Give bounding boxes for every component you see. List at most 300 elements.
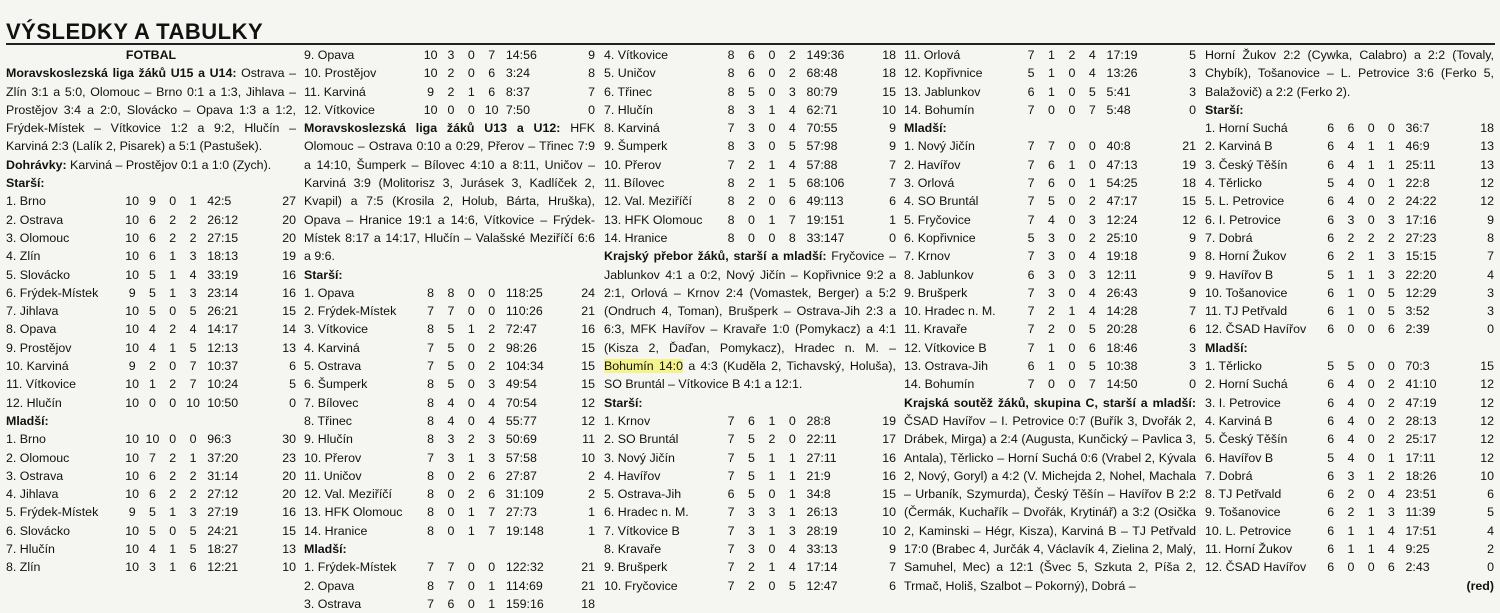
- matches-played: 9: [128, 505, 136, 520]
- wins: 2: [1347, 249, 1355, 264]
- points: 19: [882, 413, 896, 428]
- score: 17:16: [1405, 212, 1437, 227]
- points: 5: [289, 377, 296, 392]
- score: 26:21: [207, 304, 239, 319]
- losses: 4: [189, 267, 197, 282]
- wins: 5: [748, 487, 755, 502]
- team-name: 10. Karviná: [6, 359, 69, 374]
- losses: 4: [788, 560, 796, 575]
- matches-played: 6: [1327, 560, 1335, 575]
- losses: 2: [1387, 468, 1395, 483]
- team-name: 2. Opava: [304, 578, 355, 593]
- matches-played: 8: [727, 48, 735, 62]
- team-name: 12. Vítkovice B: [904, 340, 987, 355]
- standings-row: [304, 394, 595, 412]
- standings-row: [604, 64, 896, 82]
- draws: 0: [1367, 487, 1375, 502]
- draws: 1: [467, 322, 475, 337]
- team-name: 5. Fryčovice: [904, 212, 971, 227]
- score: 98:26: [505, 340, 537, 355]
- draws: 1: [1068, 157, 1076, 172]
- team-name: 1. Opava: [304, 285, 355, 300]
- draws: 0: [1068, 249, 1076, 264]
- matches-played: 7: [1027, 102, 1035, 117]
- standings-row: [1205, 137, 1494, 155]
- points: 12: [581, 395, 595, 410]
- wins: 6: [148, 249, 156, 264]
- points: 5: [1189, 48, 1196, 62]
- points: 18: [882, 48, 896, 62]
- standings-row: [1205, 558, 1494, 576]
- highlighted-result: Bohumín 14:0: [604, 359, 684, 374]
- points: 9: [1189, 285, 1196, 300]
- losses: 5: [788, 176, 796, 191]
- standings-row: [1205, 174, 1494, 192]
- draws: 1: [169, 340, 177, 355]
- losses: 2: [488, 340, 496, 355]
- wins: 5: [447, 340, 455, 355]
- wins: 5: [748, 450, 755, 465]
- standings-row: [904, 46, 1196, 64]
- matches-played: 6: [1327, 249, 1335, 264]
- matches-played: 6: [1327, 304, 1335, 319]
- losses: 0: [1088, 139, 1096, 154]
- score: 27:12: [207, 487, 239, 502]
- wins: 4: [1347, 395, 1355, 410]
- draws: 0: [1367, 121, 1375, 136]
- team-name: 4. Těrlicko: [1205, 176, 1262, 191]
- wins: 3: [1048, 267, 1055, 282]
- team-name: 7. Dobrá: [1205, 230, 1253, 245]
- losses: 6: [488, 66, 496, 81]
- points: 0: [1189, 377, 1196, 392]
- losses: 2: [488, 322, 496, 337]
- losses: 6: [1387, 560, 1395, 575]
- wins: 2: [1347, 230, 1355, 245]
- score: 26:43: [1106, 285, 1138, 300]
- wins: 6: [748, 66, 755, 81]
- draws: 0: [169, 194, 177, 209]
- team-name: 2. SO Bruntál: [604, 432, 679, 447]
- wins: 3: [1048, 230, 1055, 245]
- wins: 5: [447, 377, 455, 392]
- team-name: 13. Jablunkov: [904, 84, 981, 99]
- wins: 1: [148, 377, 156, 392]
- draws: 0: [1367, 285, 1375, 300]
- team-name: 6. I. Petrovice: [1205, 212, 1281, 227]
- matches-played: 8: [727, 139, 735, 154]
- score: 42:5: [207, 194, 232, 209]
- points: 15: [282, 304, 296, 319]
- points: 6: [1189, 322, 1196, 337]
- losses: 2: [1387, 230, 1395, 245]
- team-name: 9. Hlučín: [304, 432, 353, 447]
- losses: 4: [1088, 285, 1096, 300]
- draws: 0: [1367, 194, 1375, 209]
- standings-row: [304, 595, 595, 613]
- points: 1: [588, 523, 595, 538]
- score: 3:24: [505, 66, 530, 81]
- standings-row: [6, 449, 296, 467]
- points: 9: [588, 48, 595, 62]
- losses: 6: [189, 560, 197, 575]
- ks-title: Krajská soutěž žáků, skupina C, starší a mladší:: [904, 395, 1196, 410]
- standings-row: [6, 320, 296, 338]
- team-name: 1. Brno: [6, 194, 46, 209]
- section-label: Mladší:: [1205, 340, 1248, 355]
- team-name: 5. Český Těšín: [1205, 432, 1288, 447]
- team-name: 3. Nový Jičín: [604, 450, 675, 465]
- points: 9: [1189, 249, 1196, 264]
- points: 20: [282, 212, 296, 227]
- matches-played: 6: [1327, 468, 1335, 483]
- draws: 0: [1367, 359, 1375, 374]
- wins: 5: [447, 322, 455, 337]
- draws: 2: [169, 322, 177, 337]
- dohravky-results: [6, 156, 296, 174]
- standings-row: [1205, 284, 1494, 302]
- standings-row: [604, 46, 896, 64]
- wins: 4: [148, 322, 156, 337]
- losses: 10: [484, 102, 499, 117]
- matches-played: 6: [1327, 230, 1335, 245]
- draws: 2: [768, 432, 776, 447]
- wins: 1: [1048, 66, 1055, 81]
- draws: 0: [1068, 285, 1076, 300]
- points: 15: [1480, 359, 1494, 374]
- wins: 4: [1347, 377, 1355, 392]
- points: 11: [582, 432, 595, 447]
- draws: 0: [1068, 139, 1076, 154]
- draws: 1: [467, 523, 475, 538]
- standings-row: [304, 46, 595, 64]
- matches-played: 8: [727, 212, 735, 227]
- wins: 4: [1347, 450, 1355, 465]
- matches-played: 10: [125, 395, 140, 410]
- points: 12: [1182, 212, 1196, 227]
- wins: 0: [1347, 322, 1355, 337]
- draws: 2: [169, 487, 177, 502]
- matches-played: 8: [727, 230, 735, 245]
- team-name: 6. Kopřivnice: [904, 230, 976, 245]
- score: 10:50: [207, 395, 239, 410]
- draws: 0: [1068, 377, 1076, 392]
- losses: 0: [1387, 121, 1395, 136]
- score: 2:43: [1405, 560, 1430, 575]
- wins: 6: [748, 48, 755, 62]
- losses: 2: [189, 230, 197, 245]
- wins: 3: [447, 450, 455, 465]
- score: 55:77: [505, 413, 537, 428]
- standings-row: [1205, 211, 1494, 229]
- draws: 0: [169, 359, 177, 374]
- score: 24:21: [207, 523, 239, 538]
- score: 149:36: [806, 48, 845, 62]
- losses: 7: [488, 505, 496, 520]
- team-name: 1. Těrlicko: [1205, 359, 1262, 374]
- standings-row: [1205, 229, 1494, 247]
- standings-row: [904, 101, 1196, 119]
- points: 7: [1189, 304, 1196, 319]
- team-name: 8. Horní Žukov: [1205, 249, 1287, 264]
- team-name: 4. Jihlava: [6, 487, 59, 502]
- standings-row: [904, 229, 1196, 247]
- matches-played: 6: [1327, 194, 1335, 209]
- draws: 2: [169, 212, 177, 227]
- standings-row: [1205, 119, 1494, 137]
- score: 80:79: [806, 84, 838, 99]
- wins: 7: [447, 578, 455, 593]
- score: 27:11: [806, 450, 837, 465]
- standings-row: [304, 101, 595, 119]
- wins: 6: [148, 487, 156, 502]
- team-name: 11. Kravaře: [904, 322, 968, 337]
- losses: 7: [488, 48, 496, 62]
- score: 96:3: [207, 432, 232, 447]
- wins: 7: [1048, 139, 1055, 154]
- draws: 0: [467, 560, 475, 575]
- points: 0: [1487, 560, 1494, 575]
- points: 12: [1480, 413, 1494, 428]
- matches-played: 6: [1327, 487, 1335, 502]
- team-name: 12. Hlučín: [6, 395, 62, 410]
- section-label: Mladší:: [304, 542, 347, 557]
- losses: 2: [788, 66, 796, 81]
- points: 6: [1487, 487, 1494, 502]
- team-name: 1. Brno: [6, 432, 46, 447]
- wins: 6: [148, 230, 156, 245]
- wins: 4: [1347, 432, 1355, 447]
- draws: 0: [1068, 322, 1076, 337]
- matches-played: 8: [427, 322, 435, 337]
- team-name: 8. Opava: [6, 322, 57, 337]
- score: 21:9: [806, 468, 831, 483]
- standings-row: [6, 430, 296, 448]
- losses: 4: [1088, 304, 1096, 319]
- team-name: 7. Dobrá: [1205, 468, 1253, 483]
- wins: 9: [148, 194, 156, 209]
- matches-played: 7: [727, 468, 735, 483]
- points: 30: [282, 432, 296, 447]
- team-name: 6. Třinec: [604, 84, 652, 99]
- losses: 4: [488, 413, 496, 428]
- points: 10: [282, 560, 296, 575]
- team-name: 13. Ostrava-Jih: [904, 359, 989, 374]
- wins: 1: [1048, 84, 1055, 99]
- points: 15: [282, 523, 296, 538]
- standings-row: [604, 119, 896, 137]
- score: 22:8: [1405, 176, 1430, 191]
- team-name: 2. Olomouc: [6, 450, 70, 465]
- standings-row: [604, 485, 896, 503]
- losses: 4: [1387, 542, 1395, 557]
- matches-played: 8: [727, 84, 735, 99]
- standings-row: [6, 558, 296, 576]
- matches-played: 10: [125, 560, 140, 575]
- score: 10:24: [207, 377, 239, 392]
- standings-row: [604, 83, 896, 101]
- matches-played: 7: [427, 596, 435, 611]
- losses: 5: [1387, 304, 1395, 319]
- score: 47:17: [1106, 194, 1138, 209]
- wins: 1: [1048, 359, 1055, 374]
- score: 31:109: [505, 487, 544, 502]
- points: 16: [581, 322, 595, 337]
- losses: 5: [189, 523, 197, 538]
- points: 20: [282, 487, 296, 502]
- dohravky-title: Dohrávky:: [6, 157, 67, 172]
- team-name: 4. Karviná B: [1205, 413, 1273, 428]
- standings-row: [6, 357, 296, 375]
- standings-row: [604, 156, 896, 174]
- wins: 1: [1347, 267, 1355, 282]
- matches-played: 10: [125, 267, 140, 282]
- standings-row: [904, 357, 1196, 375]
- standings-row: [304, 577, 595, 595]
- draws: 1: [1068, 304, 1076, 319]
- team-name: 7. Hlučín: [6, 542, 55, 557]
- losses: 7: [1088, 377, 1096, 392]
- points: 15: [1182, 194, 1196, 209]
- standings-row: [1205, 375, 1494, 393]
- wins: 0: [748, 230, 755, 245]
- draws: 2: [169, 230, 177, 245]
- matches-played: 7: [1027, 176, 1035, 191]
- score: 26:12: [207, 212, 239, 227]
- draws: 0: [1367, 450, 1375, 465]
- team-name: 8. Třinec: [304, 413, 352, 428]
- matches-played: 6: [1327, 212, 1335, 227]
- losses: 5: [1088, 84, 1096, 99]
- matches-played: 8: [427, 468, 435, 483]
- points: 18: [581, 596, 595, 611]
- score: 70:54: [505, 395, 537, 410]
- losses: 4: [488, 395, 496, 410]
- team-name: 10. Tošanovice: [1205, 285, 1288, 300]
- points: 1: [889, 212, 896, 227]
- losses: 1: [788, 468, 796, 483]
- matches-played: 8: [727, 102, 735, 117]
- matches-played: 6: [1327, 285, 1335, 300]
- draws: 0: [1068, 340, 1076, 355]
- team-name: 12. Kopřivnice: [904, 66, 983, 81]
- standings-row: [904, 137, 1196, 155]
- team-name: 10. Přerov: [304, 450, 362, 465]
- standings-row: [1205, 302, 1494, 320]
- matches-played: 10: [125, 340, 140, 355]
- points: 27: [282, 194, 296, 209]
- points: 10: [1480, 468, 1494, 483]
- team-name: 11. TJ Petřvald: [1205, 304, 1288, 319]
- standings-row: [904, 266, 1196, 284]
- standings-row: [1205, 430, 1494, 448]
- standings-row: [6, 266, 296, 284]
- matches-played: 6: [1327, 542, 1335, 557]
- team-name: 1. Nový Jičín: [904, 139, 975, 154]
- team-name: 2. Havířov: [904, 157, 961, 172]
- matches-played: 10: [423, 102, 438, 117]
- team-name: 11. Uničov: [304, 468, 362, 483]
- draws: 0: [768, 194, 776, 209]
- losses: 3: [1088, 267, 1096, 282]
- score: 62:71: [806, 102, 838, 117]
- matches-played: 9: [128, 359, 136, 374]
- points: 15: [581, 340, 595, 355]
- standings-row: [1205, 449, 1494, 467]
- losses: 8: [788, 230, 796, 245]
- draws: 0: [1068, 66, 1076, 81]
- wins: 0: [447, 505, 455, 520]
- wins: 7: [447, 560, 455, 575]
- draws: 1: [768, 523, 776, 538]
- matches-played: 10: [125, 432, 140, 447]
- draws: 0: [1068, 267, 1076, 282]
- team-name: 14. Hranice: [604, 230, 668, 245]
- draws: 0: [169, 432, 177, 447]
- score: 70:3: [1405, 359, 1430, 374]
- score: 46:9: [1405, 139, 1430, 154]
- standings-row: [1205, 394, 1494, 412]
- points: 12: [1480, 176, 1494, 191]
- losses: 7: [189, 377, 197, 392]
- standings-row: [604, 137, 896, 155]
- score: 12:24: [1106, 212, 1138, 227]
- draws: 0: [1367, 395, 1375, 410]
- wins: 2: [748, 560, 755, 575]
- matches-played: 7: [1027, 194, 1035, 209]
- score: 12:21: [207, 560, 239, 575]
- draws: 1: [169, 560, 177, 575]
- wins: 2: [1048, 322, 1055, 337]
- matches-played: 6: [1027, 84, 1035, 99]
- losses: 3: [189, 249, 197, 264]
- draws: 0: [768, 487, 776, 502]
- draws: 1: [169, 505, 177, 520]
- score: 12:47: [806, 578, 838, 593]
- points: 20: [282, 468, 296, 483]
- score: 25:10: [1106, 230, 1138, 245]
- team-name: 8. Jablunkov: [904, 267, 974, 282]
- standings-row: [304, 430, 595, 448]
- score: 27:23: [1405, 230, 1437, 245]
- team-name: 6. Šumperk: [304, 377, 368, 392]
- score: 28:19: [806, 523, 838, 538]
- wins: 3: [1048, 249, 1055, 264]
- points: 3: [1189, 66, 1196, 81]
- wins: 3: [748, 523, 755, 538]
- matches-played: 8: [427, 505, 435, 520]
- standings-row: [6, 302, 296, 320]
- losses: 5: [788, 578, 796, 593]
- section-label: Mladší:: [904, 121, 947, 136]
- draws: 0: [169, 523, 177, 538]
- points: 7: [588, 84, 595, 99]
- points: 17: [882, 432, 896, 447]
- team-name: 3. I. Petrovice: [1205, 395, 1281, 410]
- matches-played: 10: [125, 450, 140, 465]
- sport-heading: FOTBAL: [125, 48, 177, 62]
- points: 21: [581, 304, 595, 319]
- team-name: 9. Prostějov: [6, 340, 72, 355]
- u15-title: Moravskoslezská liga žáků U15 a U14:: [6, 66, 237, 81]
- score: 54:25: [1106, 176, 1138, 191]
- points: 3: [1487, 285, 1494, 300]
- points: 7: [889, 176, 896, 191]
- draws: 0: [768, 578, 776, 593]
- points: 10: [581, 450, 595, 465]
- losses: 4: [1387, 487, 1395, 502]
- points: 18: [1182, 176, 1196, 191]
